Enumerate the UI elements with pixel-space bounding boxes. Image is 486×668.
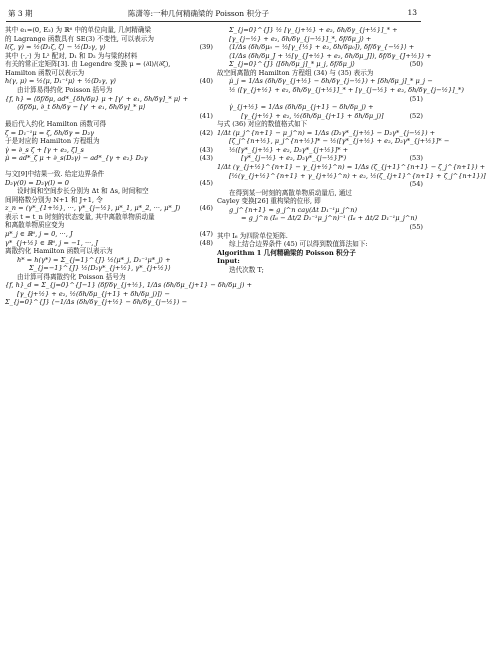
equation-content: μ*_j ∈ ℝ⁶, j = 0, ···, J [5,229,73,238]
equation-line [5,290,213,299]
text-line [5,273,213,282]
equation-content: [γ*_{j−½} + e₂, D₂γ*_{j−½}]*) [241,154,347,163]
text-line [5,52,213,61]
running-title: 陈潇等:一种几何精确梁的 Poisson 积分子 [128,9,269,18]
equation-line [217,43,423,52]
equation-content: z_n = (γ*_{1+½}, ···, γ*_{j−½}, μ*_1, μ*_2, ···, μ*_J) [5,204,181,213]
equation-content: {f, h}_d = Σ_{j=0}^{J−1} ⟨δf/δγ_{j+½}, 1/Δs (δh/δμ_{j+1} − δh/δμ_j) + [5,281,253,290]
equation-number: (43) [199,154,213,163]
equation-content: ½ ([γ_{j+½} + e₂, δh/δγ_{j+½}]_* + [γ_{j−½} + e₂, δh/δγ_{j−½}]_*) [229,85,464,94]
text-line [5,69,213,78]
text-content: Input: [217,257,240,266]
equation-line [217,103,423,112]
equation-line [5,239,213,248]
text-content: Hamilton 函数可以表示为 [5,68,85,77]
issue-label: 第 3 期 [8,9,33,18]
text-content: 迭代次数 T; [229,265,264,274]
equation-content: γ*_{j+½} ∈ ℝ⁶, j = −1, ···, J [5,238,99,247]
equation-line [5,204,213,213]
equation-number: (47) [199,229,213,238]
equation-number: (53) [409,154,423,163]
text-line [217,232,423,241]
running-header [0,0,427,24]
equation-content: ⟨1/Δs (δh/δμ₀ − ½[γ_{½} + e₂, δh/δμ₀]), δf/δγ_{−½}⟩ + [229,43,415,52]
equation-line [5,103,213,112]
equation-line [217,180,423,189]
equation-number: (42) [199,128,213,137]
equation-number: (43) [199,145,213,154]
equation-content: ⟨δf/δμ, ∂_t δh/δγ − [γ' + e₁, δh/δγ]_* μ⟩ [17,103,146,112]
equation-number: (39) [199,43,213,52]
equation-number: (54) [409,180,423,189]
spacer [5,163,213,170]
equation-content: Σ_{j=0}^{J} ⟨[δh/δμ_j]_* μ_j, δf/δμ_j⟩ [229,60,355,69]
text-content: 有关的常正定矩阵[3]. 由 Legendre 变换 μ = (∂l)/(∂ζ), [5,60,171,69]
equation-number: (40) [199,77,213,86]
text-content: Algorithm 1 几何精确梁的 Poisson 积分子 [217,248,356,257]
equation-line [217,85,464,95]
equation-line [217,154,423,163]
text-content: 其中 ⟨·,·⟩ 为 L² 配对, D₁ 和 D₂ 为与梁的材料 [5,51,138,60]
text-content: 由计算易得约化 Poisson 括号为 [17,85,113,94]
text-line [5,170,213,179]
text-line [217,249,423,258]
equation-line [217,163,486,172]
equation-line [5,146,213,155]
text-content: 综上结合边界条件 (45) 可以得到数值算法如下: [229,240,368,249]
equation-line [217,128,436,138]
equation-line [5,43,213,52]
text-line [217,120,423,129]
text-line [217,69,423,78]
text-content: 设时间和空间步长分别为 Δt 和 Δs, 时间和空 [17,187,149,196]
text-line [5,247,213,256]
text-content: 和离散单物质应变为 [5,221,65,230]
equation-number: (41) [199,111,213,120]
equation-content: h* = h(γ*) = Σ_{j=1}^{J} ½⟨μ*_j, D₁⁻¹μ*_j⟩ + [17,255,171,264]
equation-content: l(ζ, γ) = ½⟨D₁ζ, ζ⟩ − ½⟨D₂γ, γ⟩ [5,43,106,52]
equation-content: D₂γ(0) = D₂γ(l) = 0 [5,178,69,187]
text-line [5,196,213,205]
text-content: 故空间离散的 Hamilton 方程组 (34) 与 (35) 表示为 [217,68,374,77]
equation-line [217,112,423,121]
equation-line [5,154,213,163]
equation-content: ½([γ*_{j+½} + e₂, D₂γ*_{j+½}]* + [229,145,349,154]
text-line [217,266,423,275]
text-content: Cayley 变换[26] 重构梁的位形, 即 [217,197,321,206]
equation-line [217,95,423,104]
text-content: 在得到某一时刻的离散单物质动量后, 通过 [229,188,352,197]
equation-content: 1/Δt (γ_{j+½}^{n+1} − γ_{j+½}^n) = 1/Δs (ζ_{j+1}^{n+1} − ζ_j^{n+1}) + [217,163,486,171]
equation-line [217,35,423,44]
text-line [5,187,213,196]
equation-line [217,223,423,232]
equation-number: (46) [199,204,213,213]
right-column [217,26,486,274]
text-line [5,60,213,69]
equation-number: (45) [199,178,213,187]
equation-line [217,26,423,35]
header-rule [6,21,421,22]
equation-content: [½(γ_{j+½}^{n+1} + γ_{j+½}^n) + e₂, ½(ζ_{j+1}^{n+1} + ζ_j^{n+1})] [229,171,486,180]
equation-line [217,60,423,69]
equation-content: = g_j^n (I₆ − Δt/2 D₁⁻¹μ_j^n)⁻¹ (I₆ + Δt/2 D₁⁻¹μ_j^n) [241,214,418,223]
equation-line [5,256,213,265]
text-content: 其中 I₆ 为四阶单位矩阵. [217,231,288,240]
text-line [5,26,213,35]
text-content: 间网格数分别为 N+1 和 J+1, 令 [5,195,103,204]
text-line [5,35,213,44]
text-content: 最后代入约化 Hamilton 函数可得 [5,120,107,129]
text-line [217,189,423,198]
equation-line [5,112,213,121]
text-line [5,86,213,95]
equation-content: μ̇ = ad*_ζ μ + ∂_s(D₂γ) − ad*_{γ + e₂} D₂γ [5,154,148,163]
text-content: 的 Lagrange 函数具有 SE(3) 不变性, 可以表示为 [5,34,154,43]
equation-content: Σ_{j=−1}^{J} ½⟨D₂γ*_{j+½}, γ*_{j+½}⟩ [29,264,171,273]
text-content: 与式 (36) 对应的数值格式如下 [217,120,308,129]
equation-line [5,95,213,104]
text-content: 离散约化 Hamilton 函数可以表示为 [5,247,113,256]
text-content: 表示 t = t_n 时刻的状态变量, 其中离散单物质动量 [5,212,155,221]
equation-content: ⟨1/Δs (δh/δμ_J + ½[γ_{J+½} + e₂, δh/δμ_J]), δf/δγ_{J+½}⟩ + [229,51,432,60]
equation-line [217,51,432,61]
equation-number: (52) [409,111,423,120]
equation-line [217,146,423,155]
equation-line [5,179,213,188]
equation-content: [γ_{j−½} + e₂, δh/δγ_{j−½}]_*, δf/δμ_j⟩ + [229,34,372,43]
equation-content: Σ_{j=0}^{J} ⟨−1/Δs (δh/δγ_{j+½} − δh/δγ_{j−½}) − [5,298,187,307]
text-line [5,120,213,129]
equation-line [217,206,423,215]
equation-content: 1/Δt (μ_j^{n+1} − μ_j^n) = 1/Δs (D₂γ*_{j+½} − D₂γ*_{j−½}) + [217,128,436,137]
text-line [5,137,213,146]
text-content: 于是对应的 Hamilton 方程组为 [5,137,100,146]
page-number: 13 [407,8,417,17]
text-content: 由计算可得离散约化 Poisson 括号为 [17,272,126,281]
equation-line [217,171,486,181]
equation-line [5,298,213,307]
equation-content: Σ_{j=0}^{J} ½ [γ_{j+½} + e₂, δh/δγ_{j+½}]_* + [229,26,398,34]
equation-number: (51) [409,94,423,103]
equation-number: (48) [199,238,213,247]
text-content: 其中 e₁=(0, E₂) 为 ℝ⁶ 中的单位向量, 几何精确梁 [5,26,152,34]
text-line [217,240,423,249]
equation-content: γ̇ = ∂_s ζ + [γ + e₂, ζ]_s [5,145,84,154]
equation-line [5,129,213,138]
equation-content: ζ = D₁⁻¹μ = ζ, δh/δγ = D₂γ [5,128,95,137]
equation-line [217,137,450,146]
equation-number: (55) [409,222,423,231]
equation-content: μ̇_j = 1/Δs (δh/δγ_{j+½} − δh/δγ_{j−½}) + [δh/δμ_j]_* μ_j − [229,77,433,86]
equation-content: γ̇_{j+½} = 1/Δs (δh/δμ_{j+1} − δh/δμ_j) + [229,103,374,112]
equation-content: {f, h} = ⟨δf/δμ, ad*_{δh/δμ} μ + [γ' + e₁, δh/δγ]_* μ⟩ + [5,94,189,103]
equation-line [5,264,213,273]
text-line [217,257,423,266]
text-line [5,221,213,230]
equation-line [5,230,213,239]
equation-content: h(γ, μ) = ½⟨μ, D₁⁻¹μ⟩ + ½⟨D₂γ, γ⟩ [5,77,117,86]
equation-content: [γ_{j+½} + e₂, ½(δh/δμ_{j+1} + δh/δμ_j)] [241,111,384,120]
text-content: 与文[9]中结果一致. 给定边界条件 [5,170,105,178]
equation-line [5,77,213,86]
text-line [217,197,423,206]
equation-content: g_j^{n+1} ≈ g_j^n cay(Δt D₁⁻¹μ_j^n) [229,205,358,214]
equation-line [5,281,253,290]
equation-content: [ζ_j^{n+½}, μ_j^{n+½}]* − ½([γ*_{j+½} + e₂, D₂γ*_{j+½}]* − [229,137,450,146]
equation-line [217,77,433,86]
equation-line [217,214,423,223]
equation-number: (50) [409,60,423,69]
equation-content: [γ_{j+½} + e₂, ½(δh/δμ_{j+1} + δh/δμ_j)]⟩ − [17,289,170,298]
